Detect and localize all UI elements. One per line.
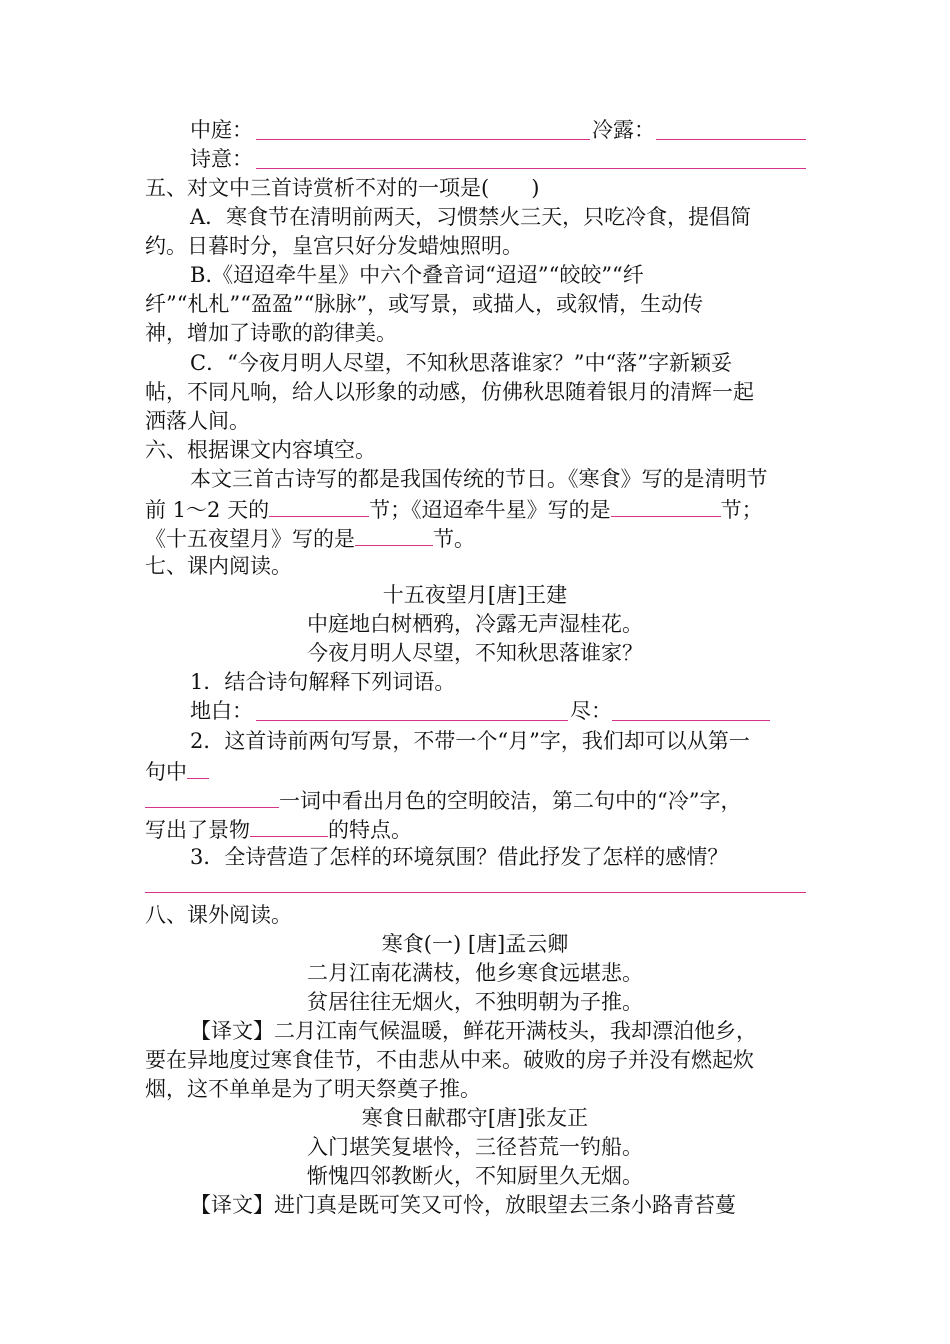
shiyi-blank[interactable]: [256, 168, 806, 169]
q6-line2: [145, 494, 763, 524]
poem2-line-2: 惭愧四邻教断火，不知厨里久无烟。: [307, 1164, 643, 1188]
q7-sub2-text-d: 写出了景物: [145, 818, 250, 842]
poem1-line-1: 二月江南花满枝，他乡寒食远堪悲。: [307, 961, 643, 985]
q6-line2-text-b: 节；《迢迢牵牛星》写的是: [369, 498, 611, 522]
jin-label: 尽：: [570, 699, 612, 723]
zhongting-blank[interactable]: [256, 139, 590, 140]
q7-sub2-line2: [145, 756, 209, 786]
shiyi-label: 诗意：: [190, 147, 253, 171]
poem2-line-1: 入门堪笑复堪怜，三径苔荒一钓船。: [307, 1135, 643, 1159]
translation1-line-1: 【译文】二月江南气候温暖，鲜花开满枝头，我却漂泊他乡，: [190, 1019, 757, 1043]
midautumn-festival-blank[interactable]: [355, 523, 433, 546]
q5-option-c-line3: 洒落人间。: [145, 409, 250, 433]
poem-line-2: 今夜月明人尽望，不知秋思落谁家？: [307, 641, 643, 665]
zhongting-label: 中庭：: [190, 118, 253, 142]
q5-option-b-line2: 纤”“札札”“盈盈”“脉脉”，或写景，或描人，或叙情，生动传: [145, 292, 704, 316]
q7-sub1: 1．结合诗句解释下列词语。: [190, 670, 456, 694]
qixi-festival-blank[interactable]: [611, 494, 721, 517]
lenglu-label: 冷露：: [592, 118, 655, 142]
q6-line3: [145, 523, 475, 553]
q7-sub3: 3．全诗营造了怎样的环境氛围？借此抒发了怎样的感情？: [190, 845, 729, 869]
translation1-line-2: 要在异地度过寒食佳节，不由悲从中来。破败的房子并没有燃起炊: [145, 1048, 754, 1072]
dibai-blank[interactable]: [256, 720, 568, 721]
q6-line3-text-b: 节。: [433, 527, 475, 551]
hanshi-festival-blank[interactable]: [269, 494, 369, 517]
q6-line2-text-c: 节；: [720, 498, 763, 522]
q6-line3-text-a: 《十五夜望月》写的是: [145, 527, 355, 551]
q5-option-c-line2: 帖，不同凡响，给人以形象的动感，仿佛秋思随着银月的清辉一起: [145, 380, 754, 404]
poem-title-shiwuye: 十五夜望月[唐]王建: [382, 583, 568, 607]
q5-option-a-line1: A．寒食节在清明前两天，习惯禁火三天，只吃冷食，提倡简: [190, 205, 752, 229]
poem1-title: 寒食(一) [唐]孟云卿: [381, 932, 569, 956]
q7-sub3-answer-blank[interactable]: [145, 892, 806, 893]
poem1-line-2: 贫居往往无烟火，不独明朝为子推。: [307, 990, 643, 1014]
q6-line1: 本文三首古诗写的都是我国传统的节日。《寒食》写的是清明节: [190, 467, 768, 491]
q8-title: 八、课外阅读。: [145, 903, 292, 927]
jingwu-feature-blank[interactable]: [250, 814, 328, 837]
q7-sub2-text-c: 一词中看出月色的空明皎洁，第二句中的“冷”字，: [279, 789, 742, 813]
dibai-label: 地白：: [190, 699, 253, 723]
lenglu-blank[interactable]: [656, 139, 806, 140]
q6-title: 六、根据课文内容填空。: [145, 438, 376, 462]
q6-line2-text-a: 前 1～2 天的: [145, 498, 270, 522]
q5-option-c-line1: C．“今夜月明人尽望，不知秋思落谁家？”中“落”字新颖妥: [190, 351, 733, 375]
poem2-title: 寒食日献郡守[唐]张友正: [361, 1106, 589, 1130]
yuese-word-blank-start[interactable]: [187, 756, 209, 779]
poem-line-1: 中庭地白树栖鸦，冷露无声湿桂花。: [307, 612, 643, 636]
q5-option-a-line2: 约。日暮时分，皇宫只好分发蜡烛照明。: [145, 234, 523, 258]
yuese-word-blank[interactable]: [145, 785, 279, 808]
jin-blank[interactable]: [612, 720, 770, 721]
q5-option-b-line3: 神，增加了诗歌的韵律美。: [145, 321, 397, 345]
q5-option-b-line1: B.《迢迢牵牛星》中六个叠音词“迢迢”“皎皎”“纤: [190, 263, 644, 287]
q5-title: 五、对文中三首诗赏析不对的一项是( ): [145, 176, 540, 200]
translation2-line-1: 【译文】进门真是既可笑又可怜，放眼望去三条小路青苔蔓: [190, 1193, 736, 1217]
q7-sub2-text-b: 句中: [145, 760, 187, 784]
q7-sub2-line1: 2．这首诗前两句写景，不带一个“月”字，我们却可以从第一: [190, 729, 750, 753]
translation1-line-3: 烟，这不单单是为了明天祭奠子推。: [145, 1077, 481, 1101]
q7-sub2-line4: [145, 814, 412, 844]
q7-sub2-text-e: 的特点。: [328, 818, 412, 842]
q7-sub2-line3: [145, 785, 741, 815]
q7-title: 七、课内阅读。: [145, 554, 292, 578]
